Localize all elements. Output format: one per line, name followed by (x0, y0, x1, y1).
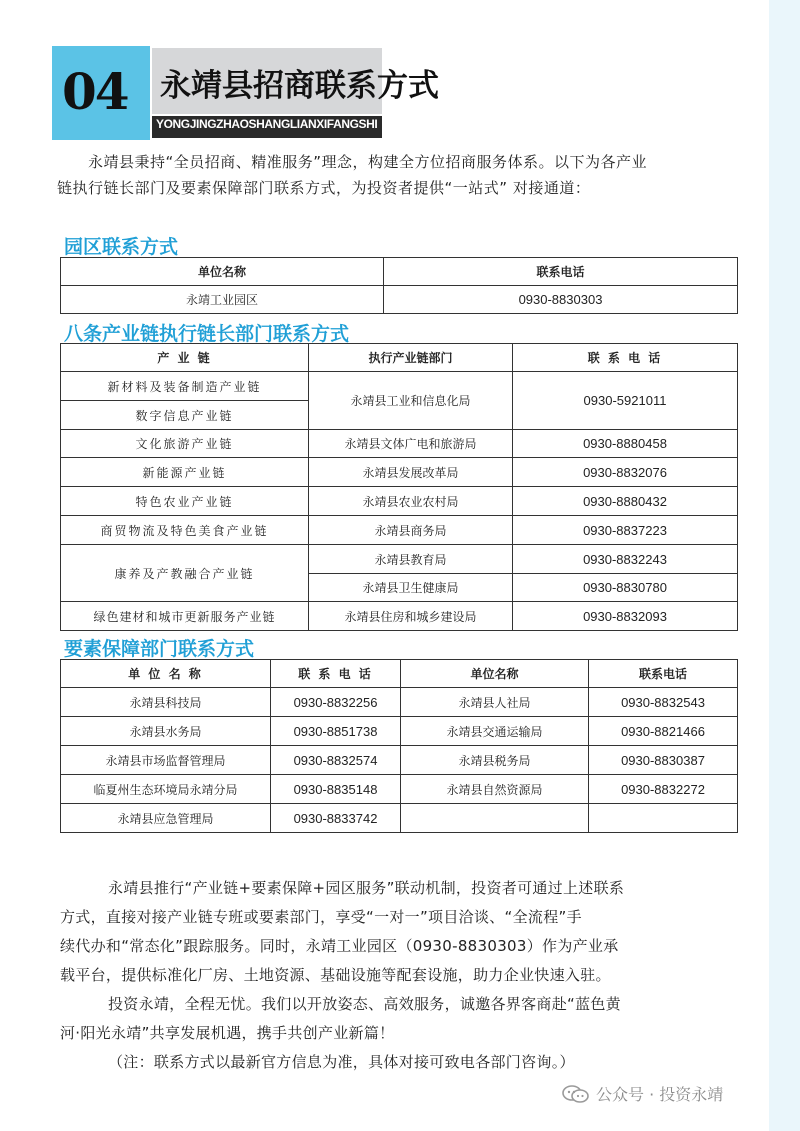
page-subtitle: YONGJINGZHAOSHANGLIANXIFANGSHI (156, 117, 378, 131)
phone-number: 0930-8830387 (589, 746, 738, 775)
col-header: 联 系 电 话 (271, 660, 401, 688)
chain-name: 数字信息产业链 (61, 401, 309, 430)
table-row (61, 775, 738, 804)
table-row (61, 372, 738, 401)
col-header: 联系电话 (589, 660, 738, 688)
closing-line-1: 永靖县推行“产业链+要素保障+园区服务”联动机制，投资者可通过上述联系 (108, 879, 625, 897)
phone-number: 0930-8833742 (271, 804, 401, 833)
factors-section-title: 要素保障部门联系方式 (64, 638, 255, 660)
phone-number (589, 804, 738, 833)
intro-line-1: 永靖县秉持“全员招商、精准服务”理念，构建全方位招商服务体系。以下为各产业 (88, 153, 648, 171)
phone-number: 0930-8830303 (384, 286, 738, 314)
unit-name: 永靖工业园区 (61, 286, 384, 314)
phone-number: 0930-8837223 (513, 516, 738, 545)
phone-number: 0930-8835148 (271, 775, 401, 804)
phone-number: 0930-8830780 (513, 574, 738, 602)
right-margin-band (769, 0, 800, 1131)
col-header: 执行产业链部门 (309, 344, 513, 372)
closing-line-6: 河·阳光永靖”共享发展机遇，携手共创产业新篇！ (60, 1024, 395, 1042)
phone-number: 0930-8832574 (271, 746, 401, 775)
page-title: 永靖县招商联系方式 (160, 68, 439, 104)
unit-name: 永靖县科技局 (61, 688, 271, 717)
table-row (61, 602, 738, 631)
table-row (61, 804, 738, 833)
unit-name: 永靖县税务局 (401, 746, 589, 775)
phone-number: 0930-8832093 (513, 602, 738, 631)
chain-name: 文化旅游产业链 (61, 430, 309, 458)
closing-line-2: 方式，直接对接产业链专班或要素部门，享受“一对一”项目洽谈、“全流程”手 (60, 908, 582, 926)
col-header: 产 业 链 (61, 344, 309, 372)
unit-name: 临夏州生态环境局永靖分局 (61, 775, 271, 804)
chain-name: 新材料及装备制造产业链 (61, 372, 309, 401)
dept-name: 永靖县发展改革局 (309, 458, 513, 487)
unit-name: 永靖县自然资源局 (401, 775, 589, 804)
unit-name (401, 804, 589, 833)
closing-line-7: （注：联系方式以最新官方信息为准，具体对接可致电各部门咨询。） (108, 1053, 575, 1071)
section-number: 04 (62, 62, 128, 121)
dept-name: 永靖县农业农村局 (309, 487, 513, 516)
closing-line-4: 载平台，提供标准化厂房、土地资源、基础设施等配套设施，助力企业快速入驻。 (60, 966, 611, 984)
watermark (562, 1082, 723, 1105)
col-header: 单位名称 (401, 660, 589, 688)
closing-line-3: 续代办和“常态化”跟踪服务。同时，永靖工业园区（0930-8830303）作为产业承 (60, 937, 619, 955)
chain-name: 康养及产教融合产业链 (61, 545, 309, 602)
dept-name: 永靖县工业和信息化局 (309, 372, 513, 430)
watermark-text: 公众号 · 投资永靖 (596, 1085, 724, 1104)
table-row (61, 430, 738, 458)
table-row (61, 688, 738, 717)
dept-name: 永靖县文体广电和旅游局 (309, 430, 513, 458)
table-row (61, 516, 738, 545)
col-header: 联系电话 (384, 258, 738, 286)
table-row (61, 545, 738, 574)
dept-name: 永靖县住房和城乡建设局 (309, 602, 513, 631)
dept-name: 永靖县卫生健康局 (309, 574, 513, 602)
col-header: 单 位 名 称 (61, 660, 271, 688)
col-header: 联 系 电 话 (513, 344, 738, 372)
chains-section-title: 八条产业链执行链长部门联系方式 (64, 323, 350, 345)
closing-line-5: 投资永靖，全程无忧。我们以开放姿态、高效服务，诚邀各界客商赴“蓝色黄 (108, 995, 621, 1013)
table-header-row (61, 258, 738, 286)
park-section-title: 园区联系方式 (64, 236, 179, 258)
chains-table (60, 343, 738, 631)
unit-name: 永靖县交通运输局 (401, 717, 589, 746)
phone-number: 0930-8821466 (589, 717, 738, 746)
phone-number: 0930-8832256 (271, 688, 401, 717)
table-row (61, 458, 738, 487)
unit-name: 永靖县人社局 (401, 688, 589, 717)
phone-number: 0930-5921011 (513, 372, 738, 430)
col-header: 单位名称 (61, 258, 384, 286)
chain-name: 商贸物流及特色美食产业链 (61, 516, 309, 545)
phone-number: 0930-8832243 (513, 545, 738, 574)
factors-table (60, 659, 738, 833)
unit-name: 永靖县市场监督管理局 (61, 746, 271, 775)
phone-number: 0930-8832543 (589, 688, 738, 717)
park-table (60, 257, 738, 314)
dept-name: 永靖县商务局 (309, 516, 513, 545)
phone-number: 0930-8880458 (513, 430, 738, 458)
table-header-row (61, 344, 738, 372)
chain-name: 特色农业产业链 (61, 487, 309, 516)
table-row (61, 746, 738, 775)
phone-number: 0930-8832076 (513, 458, 738, 487)
phone-number: 0930-8832272 (589, 775, 738, 804)
unit-name: 永靖县水务局 (61, 717, 271, 746)
table-row (61, 286, 738, 314)
phone-number: 0930-8851738 (271, 717, 401, 746)
table-row (61, 717, 738, 746)
intro-line-2: 链执行链长部门及要素保障部门联系方式，为投资者提供“一站式” 对接通道： (57, 179, 591, 197)
chain-name: 新能源产业链 (61, 458, 309, 487)
dept-name: 永靖县教育局 (309, 545, 513, 574)
table-header-row (61, 660, 738, 688)
wechat-icon (562, 1084, 590, 1104)
chain-name: 绿色建材和城市更新服务产业链 (61, 602, 309, 631)
phone-number: 0930-8880432 (513, 487, 738, 516)
unit-name: 永靖县应急管理局 (61, 804, 271, 833)
table-row (61, 487, 738, 516)
